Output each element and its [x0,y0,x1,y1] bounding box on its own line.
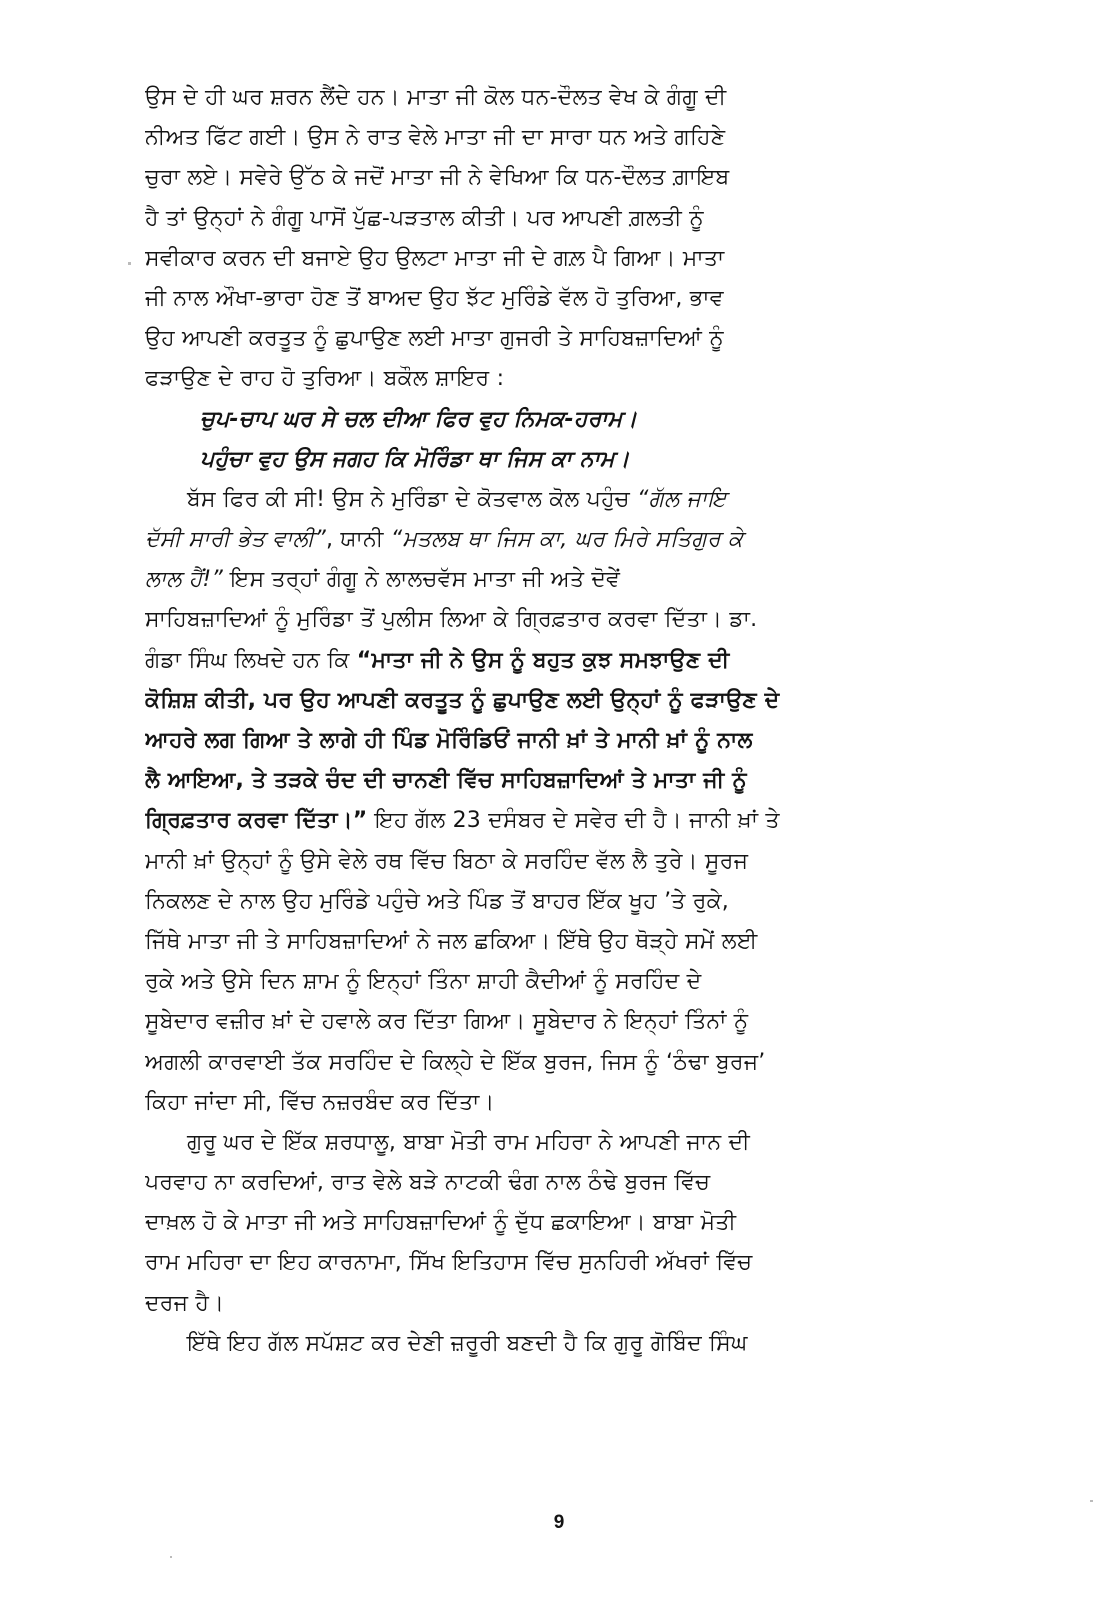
bold-quote-span: ਗ੍ਰਿਫ਼ਤਾਰ ਕਰਵਾ ਦਿੱਤਾ।” [145,808,368,834]
text-line: ਸੂਬੇਦਾਰ ਵਜ਼ੀਰ ਖ਼ਾਂ ਦੇ ਹਵਾਲੇ ਕਰ ਦਿੱਤਾ ਗਿਆ। ਸੂਬੇਦਾਰ ਨੇ ਇਨ੍ਹਾਂ ਤਿੰਨਾਂ ਨੂੰ [145,1009,749,1035]
verse-line: ਚੁਪ-ਚਾਪ ਘਰ ਸੇ ਚਲ ਦੀਆ ਫਿਰ ਵੁਹ ਨਿਮਕ-ਹਰਾਮ। [200,406,638,432]
text-span: ਬੱਸ ਫਿਰ ਕੀ ਸੀ! ਉਸ ਨੇ ਮੁਰਿੰਡਾ ਦੇ ਕੋਤਵਾਲ ਕੋਲ ਪਹੁੰਚ [187,486,638,512]
text-line: ਫੜਾਉਣ ਦੇ ਰਾਹ ਹੋ ਤੁਰਿਆ। ਬਕੌਲ ਸ਼ਾਇਰ : [145,366,505,392]
page-number: 9 [553,1512,565,1533]
text-span: ਗੰਡਾ ਸਿੰਘ ਲਿਖਦੇ ਹਨ ਕਿ [145,647,357,673]
text-line: ਇੱਥੇ ਇਹ ਗੱਲ ਸਪੱਸ਼ਟ ਕਰ ਦੇਣੀ ਜ਼ਰੂਰੀ ਬਣਦੀ ਹੈ ਕਿ ਗੁਰੂ ਗੋਬਿੰਦ ਸਿੰਘ [187,1330,748,1356]
text-line [145,520,967,560]
text-line: ਨਿਕਲਣ ਦੇ ਨਾਲ ਉਹ ਮੁਰਿੰਡੇ ਪਹੁੰਚੇ ਅਤੇ ਪਿੰਡ ਤੋਂ ਬਾਹਰ ਇੱਕ ਖੂਹ ’ਤੇ ਰੁਕੇ, [145,888,729,914]
page-body [145,78,967,1364]
text-line: ਜੀ ਨਾਲ ਔਖਾ-ਭਾਰਾ ਹੋਣ ਤੋਂ ਬਾਅਦ ਉਹ ਝੱਟ ਮੁਰਿੰਡੇ ਵੱਲ ਹੋ ਤੁਰਿਆ, ਭਾਵ [145,285,724,311]
bold-quote-line: ਆਹਰੇ ਲਗ ਗਿਆ ਤੇ ਲਾਗੇ ਹੀ ਪਿੰਡ ਮੋਰਿੰਡਿਓਂ ਜਾਨੀ ਖ਼ਾਂ ਤੇ ਮਾਨੀ ਖ਼ਾਂ ਨੂੰ ਨਾਲ [145,728,753,753]
text-line: ਉਹ ਆਪਣੀ ਕਰਤੂਤ ਨੂੰ ਛੁਪਾਉਣ ਲਈ ਮਾਤਾ ਗੁਜਰੀ ਤੇ ਸਾਹਿਬਜ਼ਾਦਿਆਂ ਨੂੰ [145,326,724,352]
text-span: ਇਹ ਗੱਲ 23 ਦਸੰਬਰ ਦੇ ਸਵੇਰ ਦੀ ਹੈ। ਜਾਨੀ ਖ਼ਾਂ ਤੇ [367,808,780,834]
bold-quote-line: ਲੈ ਆਇਆ, ਤੇ ਤੜਕੇ ਚੰਦ ਦੀ ਚਾਨਣੀ ਵਿੱਚ ਸਾਹਿਬਜ਼ਾਦਿਆਂ ਤੇ ਮਾਤਾ ਜੀ ਨੂੰ [145,768,747,794]
text-line: ਗੁਰੂ ਘਰ ਦੇ ਇੱਕ ਸ਼ਰਧਾਲੂ, ਬਾਬਾ ਮੋਤੀ ਰਾਮ ਮਹਿਰਾ ਨੇ ਆਪਣੀ ਜਾਨ ਦੀ [187,1129,750,1155]
text-line [145,641,967,681]
text-line: ਹੈ ਤਾਂ ਉਨ੍ਹਾਂ ਨੇ ਗੰਗੂ ਪਾਸੋਂ ਪੁੱਛ-ਪੜਤਾਲ ਕੀਤੀ। ਪਰ ਆਪਣੀ ਗ਼ਲਤੀ ਨੂੰ [145,205,704,231]
verse-line: ਪਹੁੰਚਾ ਵੁਹ ਉਸ ਜਗਹ ਕਿ ਮੋਰਿੰਡਾ ਥਾ ਜਿਸ ਕਾ ਨਾਮ। [200,446,630,472]
text-line: ਨੀਅਤ ਫਿੱਟ ਗਈ। ਉਸ ਨੇ ਰਾਤ ਵੇਲੇ ਮਾਤਾ ਜੀ ਦਾ ਸਾਰਾ ਧਨ ਅਤੇ ਗਹਿਣੇ [145,125,726,151]
quote-span: “ਗੱਲ ਜਾਇ [637,486,727,512]
text-span: ਇਸ ਤਰ੍ਹਾਂ ਗੰਗੂ ਨੇ ਲਾਲਚਵੱਸ ਮਾਤਾ ਜੀ ਅਤੇ ਦੋਵੇਂ [222,567,621,593]
text-line: ਜਿੱਥੇ ਮਾਤਾ ਜੀ ਤੇ ਸਾਹਿਬਜ਼ਾਦਿਆਂ ਨੇ ਜਲ ਛਕਿਆ। ਇੱਥੇ ਉਹ ਥੋੜ੍ਹੇ ਸਮੇਂ ਲਈ [145,928,758,954]
text-line: ਰਾਮ ਮਹਿਰਾ ਦਾ ਇਹ ਕਾਰਨਾਮਾ, ਸਿੱਖ ਇਤਿਹਾਸ ਵਿੱਚ ਸੁਨਹਿਰੀ ਅੱਖਰਾਂ ਵਿੱਚ [145,1250,753,1276]
text-line: ਸਾਹਿਬਜ਼ਾਦਿਆਂ ਨੂੰ ਮੁਰਿੰਡਾ ਤੋਂ ਪੁਲੀਸ ਲਿਆ ਕੇ ਗ੍ਰਿਫ਼ਤਾਰ ਕਰਵਾ ਦਿੱਤਾ। ਡਾ. [145,607,758,633]
text-line: ਰੁਕੇ ਅਤੇ ਉਸੇ ਦਿਨ ਸ਼ਾਮ ਨੂੰ ਇਨ੍ਹਾਂ ਤਿੰਨਾ ਸ਼ਾਹੀ ਕੈਦੀਆਂ ਨੂੰ ਸਰਹਿੰਦ ਦੇ [145,969,702,995]
text-line: ਅਗਲੀ ਕਾਰਵਾਈ ਤੱਕ ਸਰਹਿੰਦ ਦੇ ਕਿਲ੍ਹੇ ਦੇ ਇੱਕ ਬੁਰਜ, ਜਿਸ ਨੂੰ ‘ਠੰਢਾ ਬੁਰਜ’ [145,1049,766,1075]
quote-span: “ਮਤਲਬ ਥਾ ਜਿਸ ਕਾ, ਘਰ ਮਿਰੇ ਸਤਿਗੁਰ ਕੇ [390,527,744,553]
text-line: ਉਸ ਦੇ ਹੀ ਘਰ ਸ਼ਰਨ ਲੈਂਦੇ ਹਨ। ਮਾਤਾ ਜੀ ਕੋਲ ਧਨ-ਦੌਲਤ ਵੇਖ ਕੇ ਗੰਗੂ ਦੀ [145,85,727,110]
text-line: ਚੁਰਾ ਲਏ। ਸਵੇਰੇ ਉੱਠ ਕੇ ਜਦੋਂ ਮਾਤਾ ਜੀ ਨੇ ਵੇਖਿਆ ਕਿ ਧਨ-ਦੌਲਤ ਗ਼ਾਇਬ [145,165,730,191]
scan-speck [128,262,131,265]
text-line [145,480,967,520]
scan-speck [170,1556,172,1558]
text-line: ਕਿਹਾ ਜਾਂਦਾ ਸੀ, ਵਿੱਚ ਨਜ਼ਰਬੰਦ ਕਰ ਦਿੱਤਾ। [145,1089,495,1115]
text-line [145,801,967,841]
text-line [145,560,967,600]
bold-quote-line: ਕੋਸ਼ਿਸ਼ ਕੀਤੀ, ਪਰ ਉਹ ਆਪਣੀ ਕਰਤੂਤ ਨੂੰ ਛੁਪਾਉਣ ਲਈ ਉਨ੍ਹਾਂ ਨੂੰ ਫੜਾਉਣ ਦੇ [145,687,780,713]
text-line: ਮਾਨੀ ਖ਼ਾਂ ਉਨ੍ਹਾਂ ਨੂੰ ਉਸੇ ਵੇਲੇ ਰਥ ਵਿੱਚ ਬਿਠਾ ਕੇ ਸਰਹਿੰਦ ਵੱਲ ਲੈ ਤੁਰੇ। ਸੂਰਜ [145,848,749,874]
scan-speck [1090,1500,1093,1502]
text-line: ਦਰਜ ਹੈ। [145,1290,225,1316]
text-line: ਸਵੀਕਾਰ ਕਰਨ ਦੀ ਬਜਾਏ ਉਹ ਉਲਟਾ ਮਾਤਾ ਜੀ ਦੇ ਗਲ਼ ਪੈ ਗਿਆ। ਮਾਤਾ [145,245,725,271]
text-span: , ਯਾਨੀ [325,527,391,553]
quote-span: ਲਾਲ ਹੈਂ!” [145,567,223,593]
bold-quote-span: “ਮਾਤਾ ਜੀ ਨੇ ਉਸ ਨੂੰ ਬਹੁਤ ਕੁਝ ਸਮਝਾਉਣ ਦੀ [356,647,730,673]
text-line: ਪਰਵਾਹ ਨਾ ਕਰਦਿਆਂ, ਰਾਤ ਵੇਲੇ ਬੜੇ ਨਾਟਕੀ ਢੰਗ ਨਾਲ ਠੰਢੇ ਬੁਰਜ ਵਿੱਚ [145,1170,711,1196]
text-line: ਦਾਖ਼ਲ ਹੋ ਕੇ ਮਾਤਾ ਜੀ ਅਤੇ ਸਾਹਿਬਜ਼ਾਦਿਆਂ ਨੂੰ ਦੁੱਧ ਛਕਾਇਆ। ਬਾਬਾ ਮੋਤੀ [145,1210,737,1236]
quote-span: ਦੱਸੀ ਸਾਰੀ ਭੇਤ ਵਾਲੀ” [145,527,326,553]
